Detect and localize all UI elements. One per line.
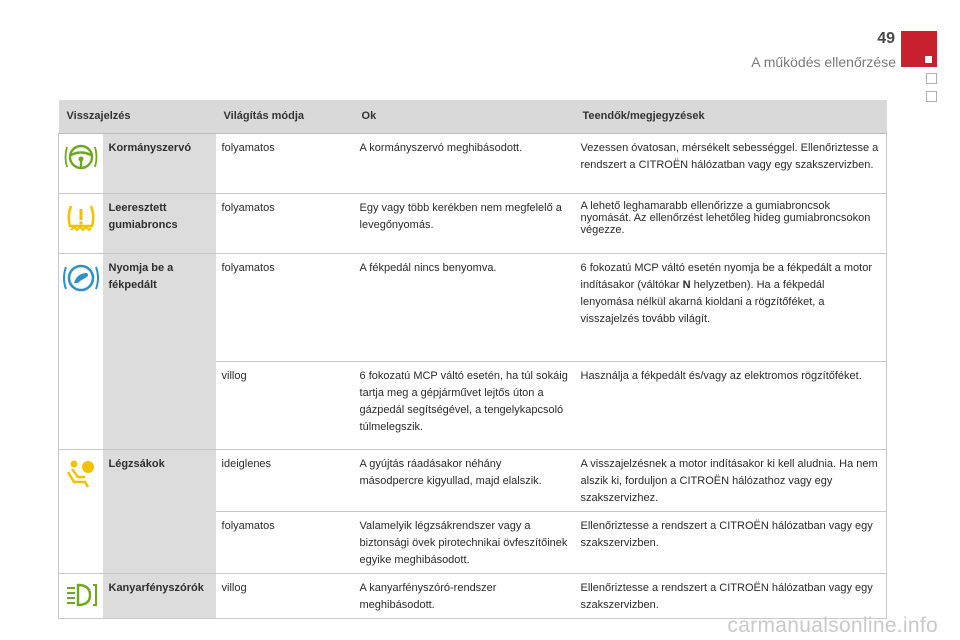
- tyre-pressure-warning-icon: [64, 202, 98, 236]
- lighting-mode: folyamatos: [216, 254, 354, 362]
- column-header: Ok: [354, 100, 575, 134]
- steering-wheel-warning-icon: [64, 142, 98, 172]
- column-header: Világítás módja: [216, 100, 354, 134]
- lighting-mode: folyamatos: [216, 134, 354, 194]
- brake-pedal-foot-icon: [63, 262, 99, 294]
- icon-cell: [59, 574, 103, 619]
- lighting-mode: villog: [216, 574, 354, 619]
- table-row: [59, 450, 887, 512]
- action: A visszajelzésnek a motor indításakor ki kell aludnia. Ha nem alszik ki, forduljon a CITROËN hálózathoz vagy egy szakszervizhez.: [575, 450, 887, 512]
- action: Ellenőriztesse a rendszert a CITROËN hálózatban vagy egy szakszervizben.: [575, 574, 887, 619]
- lighting-mode: folyamatos: [216, 194, 354, 254]
- icon-cell: [59, 134, 103, 194]
- action: A lehető leghamarabb ellenőrizze a gumiabroncsok nyomását. Az ellenőrzést lehetőleg hideg gumiabroncsokon végezze.: [575, 194, 887, 254]
- action-text: 6 fokozatú MCP váltó esetén nyomja be a fékpedált a motor indításakor (váltókar: [580, 262, 872, 291]
- cornering-light-icon: [64, 582, 98, 608]
- lighting-mode: ideiglenes: [216, 450, 354, 512]
- warning-name: Nyomja be a fékpedált: [103, 254, 216, 450]
- icon-cell: [59, 194, 103, 254]
- column-header: Teendők/megjegyzések: [575, 100, 887, 134]
- warning-name: Leeresztett gumiabroncs: [103, 194, 216, 254]
- warning-name: Légzsákok: [103, 450, 216, 574]
- nav-square-icon: [926, 91, 937, 102]
- action: Ellenőriztesse a rendszert a CITROËN hálózatban vagy egy szakszervizben.: [575, 512, 887, 574]
- gear-position: N: [682, 279, 691, 291]
- tab-square-icon: [925, 56, 932, 63]
- warning-name: Kormányszervó: [103, 134, 216, 194]
- section-tab: [901, 31, 937, 67]
- action: [575, 254, 887, 362]
- nav-square-icon: [926, 73, 937, 84]
- cause: 6 fokozatú MCP váltó esetén, ha túl sokáig tartja meg a gépjárművet lejtős úton a gázpedál segítségével, a tengelykapcsoló túlmelegszik.: [354, 362, 575, 450]
- warning-lights-table: [58, 100, 887, 619]
- lighting-mode: folyamatos: [216, 512, 354, 574]
- cause: A fékpedál nincs benyomva.: [354, 254, 575, 362]
- table-row: [59, 254, 887, 362]
- action: Használja a fékpedált és/vagy az elektromos rögzítőféket.: [575, 362, 887, 450]
- action: Vezessen óvatosan, mérsékelt sebességgel. Ellenőriztesse a rendszert a CITROËN hálózatban vagy egy szakszervizben.: [575, 134, 887, 194]
- icon-cell: [59, 254, 103, 450]
- column-header: Visszajelzés: [59, 100, 216, 134]
- watermark: carmanualsonline.info: [727, 614, 938, 637]
- cause: A gyújtás ráadásakor néhány másodpercre kigyullad, majd elalszik.: [354, 450, 575, 512]
- cause: Egy vagy több kerékben nem megfelelő a levegőnyomás.: [354, 194, 575, 254]
- page-number: 49: [877, 30, 895, 47]
- table-row: [59, 134, 887, 194]
- section-title: A működés ellenőrzése: [751, 54, 896, 70]
- table-header-row: [59, 100, 887, 134]
- cause: A kormányszervó meghibásodott.: [354, 134, 575, 194]
- action-text: helyzetben). Ha a fékpedál lenyomása nélkül akarná kioldani a rögzítőféket, a visszajelzés tovább világít.: [580, 279, 825, 325]
- airbag-icon: [64, 458, 98, 488]
- lighting-mode: villog: [216, 362, 354, 450]
- icon-cell: [59, 450, 103, 574]
- table-row: [59, 194, 887, 254]
- cause: Valamelyik légzsákrendszer vagy a biztonsági övek pirotechnikai övfeszítőinek egyike meghibásodott.: [354, 512, 575, 574]
- warning-name: Kanyarfényszórók: [103, 574, 216, 619]
- cause: A kanyarfényszóró-rendszer meghibásodott.: [354, 574, 575, 619]
- table-row: [59, 574, 887, 619]
